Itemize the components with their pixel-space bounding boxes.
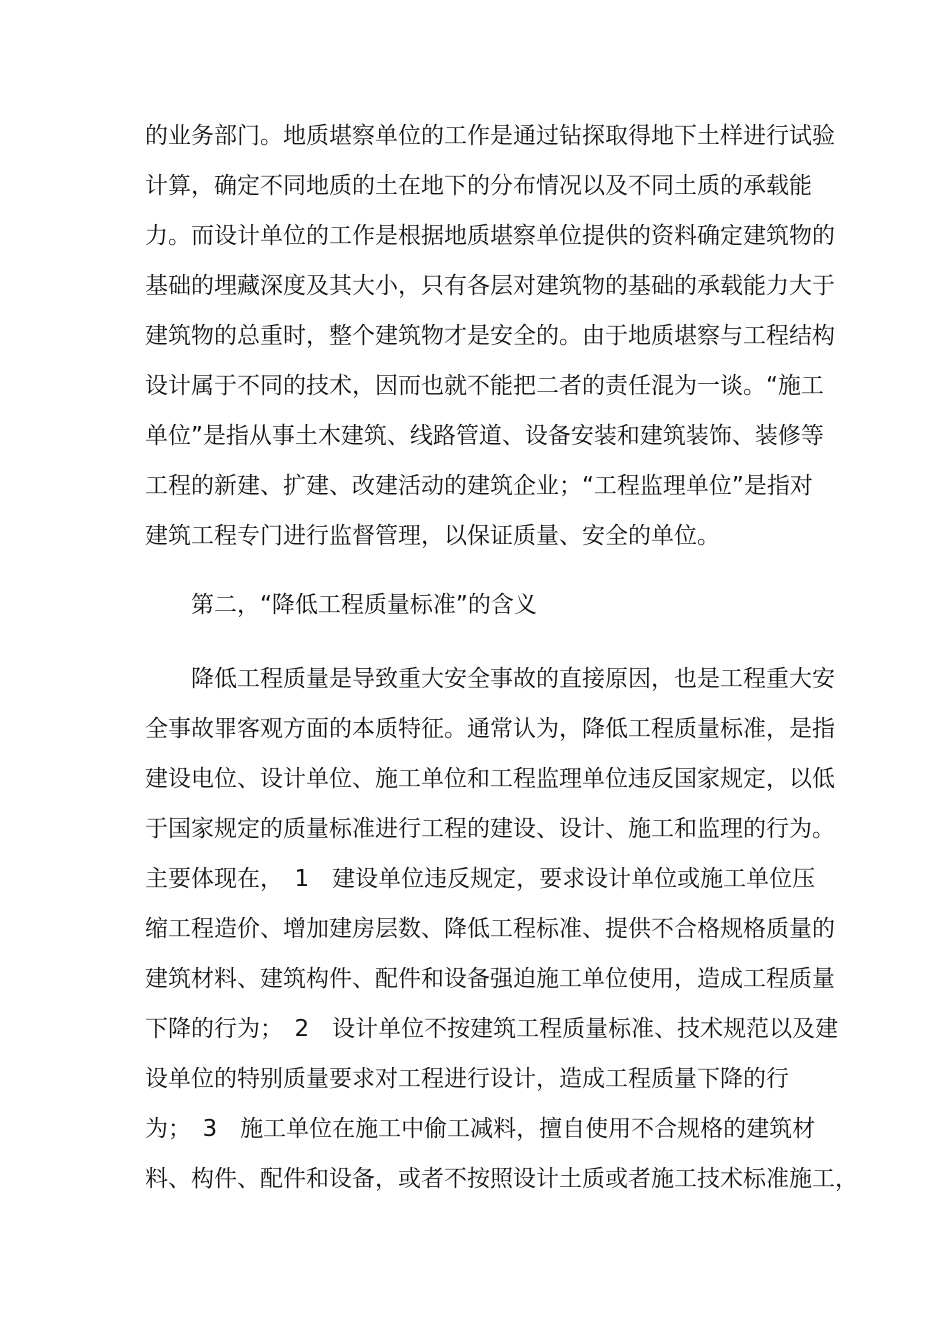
paragraph-line: 设计属于不同的技术，因而也就不能把二者的责任混为一谈。“施工 — [145, 373, 824, 399]
paragraph-line: 建筑工程专门进行监督管理，以保证质量、安全的单位。 — [145, 523, 720, 549]
paragraph-line: 计算，确定不同地质的土在地下的分布情况以及不同土质的承载能 — [145, 173, 812, 199]
paragraph-2 — [145, 654, 858, 1204]
paragraph-line: 力。而设计单位的工作是根据地质堪察单位提供的资料确定建筑物的 — [145, 223, 835, 249]
paragraph-line: 缩工程造价、增加建房层数、降低工程标准、提供不合格规格质量的 — [145, 916, 835, 942]
paragraph-line: 建筑物的总重时，整个建筑物才是安全的。由于地质堪察与工程结构 — [145, 323, 835, 349]
section-heading — [145, 580, 810, 630]
paragraph-line: 为； 3 施工单位在施工中偷工减料，擅自使用不合规格的建筑材 — [145, 1116, 816, 1142]
heading-text: 第二，“降低工程质量标准”的含义 — [191, 592, 537, 618]
paragraph-line: 基础的埋藏深度及其大小，只有各层对建筑物的基础的承载能力大于 — [145, 273, 835, 299]
paragraph-line: 下降的行为； 2 设计单位不按建筑工程质量标准、技术规范以及建 — [145, 1016, 839, 1042]
paragraph-line: 工程的新建、扩建、改建活动的建筑企业；“工程监理单位”是指对 — [145, 473, 813, 499]
paragraph-line: 的业务部门。地质堪察单位的工作是通过钻探取得地下土样进行试验 — [145, 123, 835, 149]
paragraph-line: 设单位的特别质量要求对工程进行设计，造成工程质量下降的行 — [145, 1066, 789, 1092]
paragraph-line: 降低工程质量是导致重大安全事故的直接原因，也是工程重大安 — [191, 666, 835, 692]
paragraph-line: 于国家规定的质量标准进行工程的建设、设计、施工和监理的行为。 — [145, 816, 835, 842]
paragraph-1 — [145, 111, 835, 561]
paragraph-line: 主要体现在， 1 建设单位违反规定，要求设计单位或施工单位压 — [145, 866, 816, 892]
paragraph-line: 单位”是指从事土木建筑、线路管道、设备安装和建筑装饰、装修等 — [145, 423, 824, 449]
paragraph-line: 建设电位、设计单位、施工单位和工程监理单位违反国家规定，以低 — [145, 766, 835, 792]
paragraph-line: 建筑材料、建筑构件、配件和设备强迫施工单位使用，造成工程质量 — [145, 966, 835, 992]
paragraph-line: 料、构件、配件和设备，或者不按照设计土质或者施工技术标准施工， — [145, 1166, 858, 1192]
paragraph-line: 全事故罪客观方面的本质特征。通常认为，降低工程质量标准，是指 — [145, 716, 835, 742]
